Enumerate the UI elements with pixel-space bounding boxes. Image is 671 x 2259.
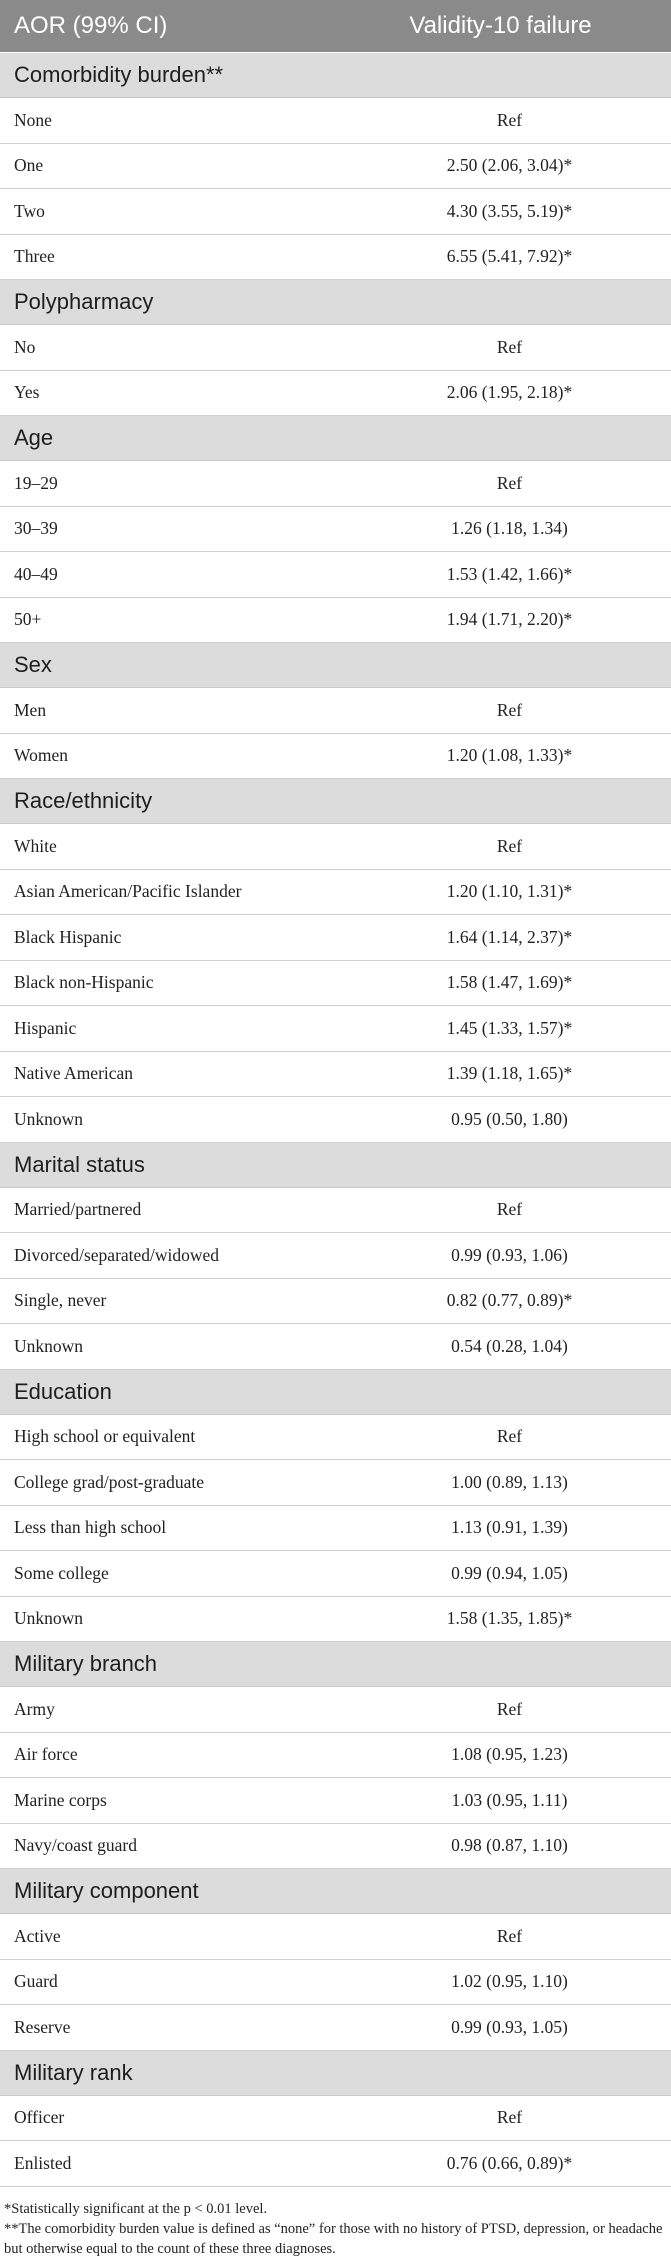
row-value: 0.99 (0.93, 1.06) bbox=[451, 1244, 568, 1265]
row-label: Black non-Hispanic bbox=[14, 972, 154, 993]
row-value: 1.58 (1.35, 1.85)* bbox=[446, 1608, 573, 1629]
row-value: 1.02 (0.95, 1.10) bbox=[451, 1971, 568, 1992]
table-header bbox=[0, 0, 671, 53]
table-row bbox=[0, 2005, 671, 2051]
table-row bbox=[0, 1415, 671, 1461]
section-header: Education bbox=[0, 1370, 671, 1415]
row-label: Marine corps bbox=[14, 1789, 107, 1810]
row-value: Ref bbox=[496, 835, 523, 856]
row-value: 1.58 (1.47, 1.69)* bbox=[446, 972, 573, 993]
section-header: Marital status bbox=[0, 1143, 671, 1188]
row-value: Ref bbox=[496, 1426, 523, 1447]
header-col-aor: AOR (99% CI) bbox=[14, 12, 168, 39]
footnote-comorbidity: **The comorbidity burden value is defined as “none” for those with no history of PTSD, depression, or headache but otherwise equal to the count of these three diagnoses. bbox=[4, 2220, 663, 2257]
section-header: Military component bbox=[0, 1869, 671, 1914]
row-label: Native American bbox=[14, 1063, 134, 1084]
row-value: 1.03 (0.95, 1.11) bbox=[451, 1789, 568, 1810]
row-label: Enlisted bbox=[14, 2152, 72, 2173]
section-header: Military branch bbox=[0, 1642, 671, 1687]
row-label: White bbox=[14, 835, 57, 856]
table-row bbox=[0, 144, 671, 190]
section-header: Comorbidity burden** bbox=[0, 53, 671, 98]
row-label: 50+ bbox=[14, 609, 42, 630]
table-row bbox=[0, 915, 671, 961]
row-value: 2.06 (1.95, 2.18)* bbox=[446, 382, 573, 403]
table-row bbox=[0, 325, 671, 371]
table-row bbox=[0, 1006, 671, 1052]
row-label: 30–39 bbox=[14, 518, 58, 539]
table-row bbox=[0, 235, 671, 281]
row-label: Men bbox=[14, 699, 47, 720]
row-label: Reserve bbox=[14, 2016, 71, 2037]
row-value: 1.20 (1.08, 1.33)* bbox=[446, 745, 573, 766]
table-row bbox=[0, 1733, 671, 1779]
row-label: Single, never bbox=[14, 1290, 107, 1311]
table-row bbox=[0, 2141, 671, 2187]
table-row bbox=[0, 98, 671, 144]
row-value: 0.95 (0.50, 1.80) bbox=[451, 1108, 568, 1129]
header-col-validity: Validity-10 failure bbox=[409, 12, 592, 39]
row-value: Ref bbox=[496, 472, 523, 493]
row-label: Air force bbox=[14, 1744, 78, 1765]
table-row bbox=[0, 1097, 671, 1143]
table-row bbox=[0, 189, 671, 235]
table-row bbox=[0, 1324, 671, 1370]
section-header: Polypharmacy bbox=[0, 280, 671, 325]
row-value: 0.99 (0.93, 1.05) bbox=[451, 2016, 568, 2037]
row-label: No bbox=[14, 336, 36, 357]
table-row bbox=[0, 961, 671, 1007]
row-label: Unknown bbox=[14, 1335, 84, 1356]
row-value: 1.94 (1.71, 2.20)* bbox=[446, 609, 573, 630]
row-value: 4.30 (3.55, 5.19)* bbox=[446, 200, 573, 221]
table-row bbox=[0, 1188, 671, 1234]
table-body bbox=[0, 53, 671, 2187]
section-header: Age bbox=[0, 416, 671, 461]
row-value: Ref bbox=[496, 109, 523, 130]
table-row bbox=[0, 1052, 671, 1098]
row-label: Officer bbox=[14, 2107, 65, 2128]
section-header: Race/ethnicity bbox=[0, 779, 671, 824]
row-value: Ref bbox=[496, 2107, 523, 2128]
row-value: Ref bbox=[496, 1925, 523, 1946]
table-row bbox=[0, 1824, 671, 1870]
table-row bbox=[0, 870, 671, 916]
row-value: 1.39 (1.18, 1.65)* bbox=[446, 1063, 573, 1084]
row-value: 1.13 (0.91, 1.39) bbox=[451, 1517, 568, 1538]
table-row bbox=[0, 1914, 671, 1960]
row-value: 0.76 (0.66, 0.89)* bbox=[446, 2152, 573, 2173]
row-label: Unknown bbox=[14, 1608, 84, 1629]
row-value: 0.99 (0.94, 1.05) bbox=[451, 1562, 568, 1583]
row-label: Some college bbox=[14, 1562, 109, 1583]
row-value: Ref bbox=[496, 1199, 523, 1220]
row-label: Black Hispanic bbox=[14, 926, 122, 947]
table-row bbox=[0, 1687, 671, 1733]
row-label: Guard bbox=[14, 1971, 58, 1992]
row-label: College grad/post-graduate bbox=[14, 1471, 205, 1492]
row-label: 19–29 bbox=[14, 472, 58, 493]
table-row bbox=[0, 1233, 671, 1279]
row-label: Less than high school bbox=[14, 1517, 167, 1538]
table-row bbox=[0, 2096, 671, 2142]
table-row bbox=[0, 688, 671, 734]
row-value: 1.20 (1.10, 1.31)* bbox=[446, 881, 573, 902]
table-row bbox=[0, 507, 671, 553]
row-label: Army bbox=[14, 1698, 55, 1719]
table-row bbox=[0, 598, 671, 644]
table-row bbox=[0, 1551, 671, 1597]
row-value: 2.50 (2.06, 3.04)* bbox=[446, 155, 573, 176]
table-row bbox=[0, 1279, 671, 1325]
row-label: One bbox=[14, 155, 44, 176]
row-label: Navy/coast guard bbox=[14, 1835, 137, 1856]
row-value: 1.00 (0.89, 1.13) bbox=[451, 1471, 568, 1492]
row-value: 1.26 (1.18, 1.34) bbox=[451, 518, 568, 539]
row-label: High school or equivalent bbox=[14, 1426, 196, 1447]
row-value: 1.08 (0.95, 1.23) bbox=[451, 1744, 568, 1765]
row-value: Ref bbox=[496, 336, 523, 357]
table-row bbox=[0, 371, 671, 417]
table-row bbox=[0, 1778, 671, 1824]
row-value: 6.55 (5.41, 7.92)* bbox=[446, 246, 573, 267]
table-row bbox=[0, 1460, 671, 1506]
footnote-significance: *Statistically significant at the p < 0.01 level. bbox=[4, 2200, 268, 2217]
row-label: Hispanic bbox=[14, 1017, 77, 1038]
row-value: 1.45 (1.33, 1.57)* bbox=[446, 1017, 573, 1038]
row-label: Divorced/separated/widowed bbox=[14, 1244, 220, 1265]
table-row bbox=[0, 1506, 671, 1552]
row-value: 0.54 (0.28, 1.04) bbox=[451, 1335, 568, 1356]
table-row bbox=[0, 734, 671, 780]
table-row bbox=[0, 1597, 671, 1643]
table-row bbox=[0, 1960, 671, 2006]
row-value: 0.98 (0.87, 1.10) bbox=[451, 1835, 568, 1856]
row-value: 0.82 (0.77, 0.89)* bbox=[446, 1290, 573, 1311]
row-label: Yes bbox=[14, 382, 40, 403]
row-label: Unknown bbox=[14, 1108, 84, 1129]
section-header: Military rank bbox=[0, 2051, 671, 2096]
row-label: 40–49 bbox=[14, 563, 58, 584]
row-label: None bbox=[14, 109, 52, 130]
row-label: Women bbox=[14, 745, 68, 766]
row-label: Married/partnered bbox=[14, 1199, 142, 1220]
row-label: Asian American/Pacific Islander bbox=[14, 881, 242, 902]
table-row bbox=[0, 461, 671, 507]
section-header: Sex bbox=[0, 643, 671, 688]
row-value: 1.64 (1.14, 2.37)* bbox=[446, 926, 573, 947]
row-value: Ref bbox=[496, 699, 523, 720]
row-value: 1.53 (1.42, 1.66)* bbox=[446, 563, 573, 584]
row-label: Two bbox=[14, 200, 45, 221]
row-label: Three bbox=[14, 246, 55, 267]
table-row bbox=[0, 552, 671, 598]
row-label: Active bbox=[14, 1925, 61, 1946]
table-row bbox=[0, 824, 671, 870]
footnotes bbox=[0, 2187, 671, 2259]
row-value: Ref bbox=[496, 1698, 523, 1719]
